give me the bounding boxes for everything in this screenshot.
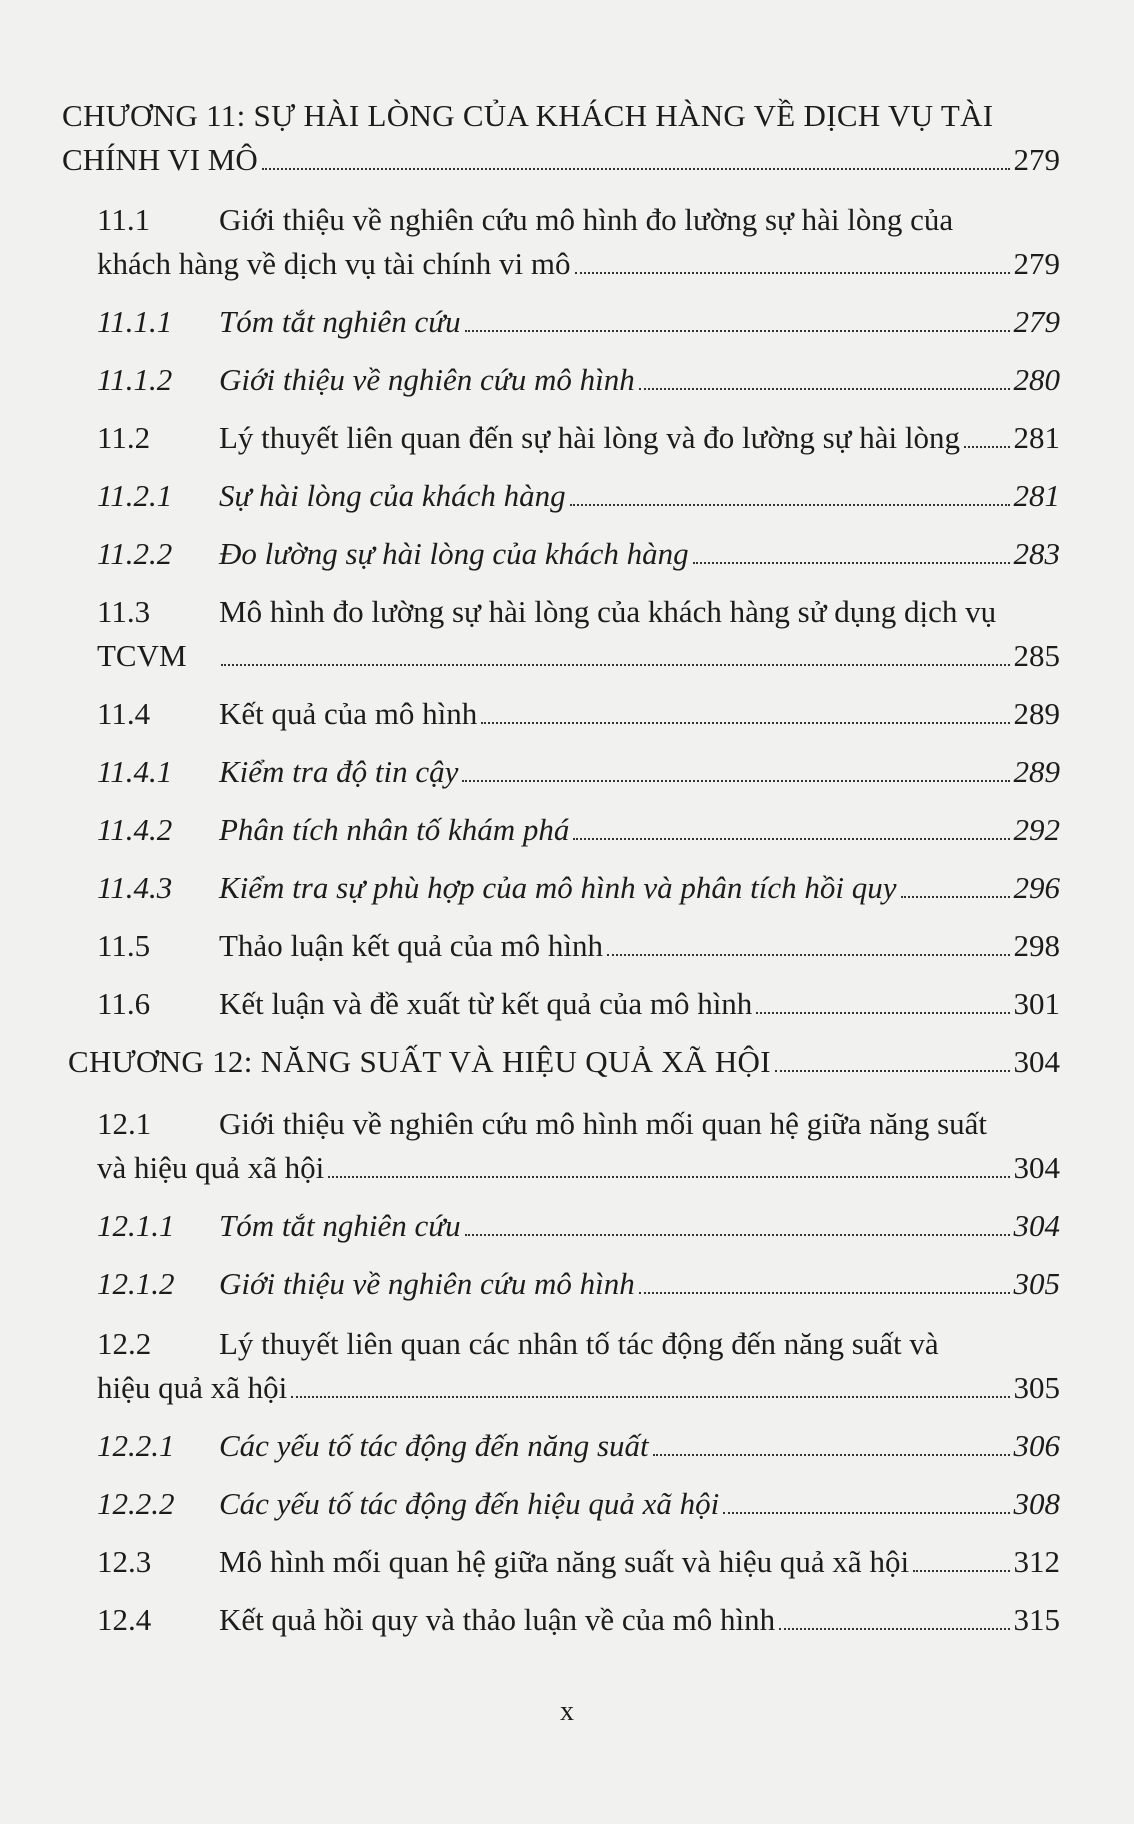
chapter-title-line2: CHÍNH VI MÔ xyxy=(62,142,258,177)
toc-page-number: 285 xyxy=(1013,638,1060,673)
section-title: Kết quả của mô hình xyxy=(219,696,478,731)
toc-leader-row xyxy=(219,1424,1060,1468)
dot-leader xyxy=(639,388,1010,390)
dot-leader xyxy=(328,1176,1009,1178)
dot-leader xyxy=(570,504,1010,506)
toc-leader-row xyxy=(219,982,1060,1026)
section-number: 11.5 xyxy=(97,928,151,963)
section-number: 12.1 xyxy=(97,1106,152,1141)
subsection-number: 12.2.2 xyxy=(97,1486,175,1521)
toc-page-number: 281 xyxy=(1013,420,1060,455)
toc-leader-row xyxy=(219,416,1060,460)
section-title: Mô hình mối quan hệ giữa năng suất và hiệu quả xã hội xyxy=(219,1544,910,1579)
section-title: Kết luận và đề xuất từ kết quả của mô hình xyxy=(219,986,753,1021)
subsection-title: Các yếu tố tác động đến hiệu quả xã hội xyxy=(219,1486,720,1521)
section-title-line2: hiệu quả xã hội xyxy=(97,1370,288,1405)
subsection-title: Đo lường sự hài lòng của khách hàng xyxy=(219,536,689,571)
toc-leader-row xyxy=(219,924,1060,968)
toc-page-number: 304 xyxy=(1013,1208,1060,1243)
dot-leader xyxy=(756,1012,1009,1014)
subsection-title: Tóm tắt nghiên cứu xyxy=(219,304,461,339)
toc-page-number: 304 xyxy=(1013,1044,1060,1079)
dot-leader xyxy=(779,1628,1009,1630)
section-number: 12.3 xyxy=(97,1544,152,1579)
toc-leader-row xyxy=(97,242,1060,286)
section-number: 12.4 xyxy=(97,1602,152,1637)
section-title-line2: khách hàng về dịch vụ tài chính vi mô xyxy=(97,246,571,281)
toc-page-number: 280 xyxy=(1013,362,1060,397)
subsection-title: Sự hài lòng của khách hàng xyxy=(219,478,566,513)
toc-leader-row xyxy=(219,474,1060,518)
toc-page-number: 279 xyxy=(1013,304,1060,339)
toc-leader-row xyxy=(219,1262,1060,1306)
dot-leader xyxy=(573,838,1009,840)
dot-leader xyxy=(693,562,1010,564)
section-title-line1: Lý thuyết liên quan các nhân tố tác động đến năng suất và xyxy=(219,1326,939,1361)
toc-leader-row xyxy=(97,1366,1060,1410)
toc-page-number: 301 xyxy=(1013,986,1060,1021)
toc-page-number: 306 xyxy=(1013,1428,1060,1463)
subsection-number: 11.1.1 xyxy=(97,304,173,339)
toc-leader-row xyxy=(68,1040,1060,1084)
toc-leader-row xyxy=(219,1204,1060,1248)
toc-page-number: 289 xyxy=(1013,754,1060,789)
dot-leader xyxy=(775,1070,1010,1072)
toc-leader-row xyxy=(219,750,1060,794)
section-number: 11.6 xyxy=(97,986,151,1021)
section-title-line1: Mô hình đo lường sự hài lòng của khách hàng sử dụng dịch vụ xyxy=(219,594,997,629)
toc-page-number: 296 xyxy=(1013,870,1060,905)
dot-leader xyxy=(607,954,1010,956)
dot-leader xyxy=(901,896,1010,898)
dot-leader xyxy=(913,1570,1009,1572)
section-title: Lý thuyết liên quan đến sự hài lòng và đo lường sự hài lòng xyxy=(219,420,960,455)
toc-page-number: 304 xyxy=(1013,1150,1060,1185)
dot-leader xyxy=(481,722,1009,724)
dot-leader xyxy=(723,1512,1009,1514)
section-title-line2: và hiệu quả xã hội xyxy=(97,1150,325,1185)
toc-leader-row xyxy=(219,358,1060,402)
subsection-title: Kiểm tra sự phù hợp của mô hình và phân tích hồi quy xyxy=(219,870,897,905)
dot-leader xyxy=(462,780,1009,782)
toc-page-number: 315 xyxy=(1013,1602,1060,1637)
toc-leader-row xyxy=(97,1146,1060,1190)
section-title: Kết quả hồi quy và thảo luận về của mô hình xyxy=(219,1602,776,1637)
dot-leader xyxy=(964,446,1010,448)
page-number-footer: x xyxy=(560,1696,574,1727)
subsection-number: 11.4.3 xyxy=(97,870,173,905)
toc-page-number: 308 xyxy=(1013,1486,1060,1521)
toc-page-number: 279 xyxy=(1013,142,1060,177)
subsection-title: Tóm tắt nghiên cứu xyxy=(219,1208,461,1243)
toc-page-number: 289 xyxy=(1013,696,1060,731)
subsection-number: 11.1.2 xyxy=(97,362,173,397)
toc-leader-row xyxy=(219,692,1060,736)
toc-leader-row xyxy=(219,1540,1060,1584)
section-title: Thảo luận kết quả của mô hình xyxy=(219,928,603,963)
subsection-title: Các yếu tố tác động đến năng suất xyxy=(219,1428,649,1463)
toc-leader-row xyxy=(97,634,1060,678)
dot-leader xyxy=(465,330,1010,332)
section-number: 11.4 xyxy=(97,696,151,731)
toc-leader-row xyxy=(62,138,1060,182)
subsection-number: 12.2.1 xyxy=(97,1428,175,1463)
subsection-number: 11.4.1 xyxy=(97,754,173,789)
subsection-title: Giới thiệu về nghiên cứu mô hình xyxy=(219,1266,635,1301)
subsection-title: Kiểm tra độ tin cậy xyxy=(219,754,459,789)
section-title-line1: Giới thiệu về nghiên cứu mô hình mối quan hệ giữa năng suất xyxy=(219,1106,988,1141)
toc-leader-row xyxy=(219,866,1060,910)
dot-leader xyxy=(653,1454,1010,1456)
subsection-title: Phân tích nhân tố khám phá xyxy=(219,812,570,847)
chapter-title: CHƯƠNG 12: NĂNG SUẤT VÀ HIỆU QUẢ XÃ HỘI xyxy=(68,1044,771,1079)
toc-page-number: 305 xyxy=(1013,1370,1060,1405)
dot-leader xyxy=(639,1292,1010,1294)
toc-leader-row xyxy=(219,1598,1060,1642)
dot-leader xyxy=(465,1234,1010,1236)
section-title-line1: Giới thiệu về nghiên cứu mô hình đo lường sự hài lòng của xyxy=(219,202,954,237)
toc-page-number: 281 xyxy=(1013,478,1060,513)
dot-leader xyxy=(262,168,1010,170)
section-number: 11.1 xyxy=(97,202,151,237)
subsection-number: 11.4.2 xyxy=(97,812,173,847)
toc-page-number: 312 xyxy=(1013,1544,1060,1579)
subsection-title: Giới thiệu về nghiên cứu mô hình xyxy=(219,362,635,397)
subsection-number: 11.2.1 xyxy=(97,478,173,513)
dot-leader xyxy=(291,1396,1009,1398)
toc-page-number: 292 xyxy=(1013,812,1060,847)
toc-page-number: 298 xyxy=(1013,928,1060,963)
section-title-line2: TCVM xyxy=(97,638,187,673)
section-number: 12.2 xyxy=(97,1326,152,1361)
toc-leader-row xyxy=(219,808,1060,852)
toc-page-number: 305 xyxy=(1013,1266,1060,1301)
section-number: 11.2 xyxy=(97,420,151,455)
toc-leader-row xyxy=(219,1482,1060,1526)
toc-page-number: 279 xyxy=(1013,246,1060,281)
subsection-number: 12.1.2 xyxy=(97,1266,175,1301)
section-number: 11.3 xyxy=(97,594,151,629)
dot-leader xyxy=(575,272,1010,274)
toc-leader-row xyxy=(219,300,1060,344)
dot-leader xyxy=(221,664,1010,666)
subsection-number: 11.2.2 xyxy=(97,536,173,571)
chapter-title-line1: CHƯƠNG 11: SỰ HÀI LÒNG CỦA KHÁCH HÀNG VỀ DỊCH VỤ TÀI xyxy=(62,98,994,133)
toc-leader-row xyxy=(219,532,1060,576)
subsection-number: 12.1.1 xyxy=(97,1208,175,1243)
toc-page-number: 283 xyxy=(1013,536,1060,571)
